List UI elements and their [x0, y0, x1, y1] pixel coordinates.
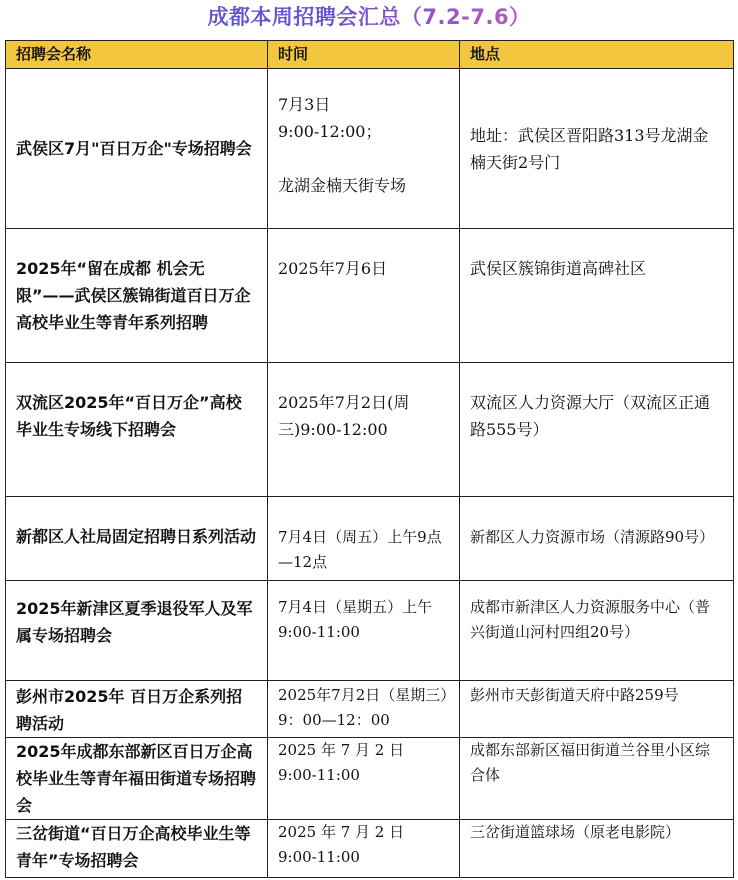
time-line: 9:00-11:00	[278, 848, 360, 866]
time-line: 龙湖金楠天街专场	[278, 176, 407, 195]
fair-name: 彭州市2025年 百日万企系列招聘活动	[6, 681, 268, 738]
fair-name: 武侯区7月"百日万企"专场招聘会	[6, 69, 268, 229]
fair-place: 三岔街道篮球场（原老电影院）	[460, 820, 734, 878]
fair-time	[268, 738, 460, 820]
fair-place: 彭州市天彭街道天府中路259号	[460, 681, 734, 738]
header-place: 地点	[460, 41, 734, 69]
table-row	[6, 681, 734, 738]
fair-name: 三岔街道“百日万企高校毕业生等青年”专场招聘会	[6, 820, 268, 878]
header-time: 时间	[268, 41, 460, 69]
table-header-row	[6, 41, 734, 69]
fair-place: 成都市新津区人力资源服务中心（普兴街道山河村四组20号）	[460, 581, 734, 681]
time-line: 7月3日	[278, 95, 331, 114]
fair-time: 7月4日（周五）上午9点—12点	[268, 497, 460, 581]
fair-name: 新都区人社局固定招聘日系列活动	[6, 497, 268, 581]
table-row	[6, 229, 734, 363]
fair-place: 地址：武侯区晋阳路313号龙湖金楠天街2号门	[460, 69, 734, 229]
fair-time	[268, 69, 460, 229]
table-row	[6, 497, 734, 581]
fair-name: 双流区2025年“百日万企”高校毕业生专场线下招聘会	[6, 363, 268, 497]
table-row	[6, 69, 734, 229]
time-line: 2025 年 7 月 2 日	[278, 741, 405, 759]
fair-name: 2025年新津区夏季退役军人及军属专场招聘会	[6, 581, 268, 681]
table-row	[6, 581, 734, 681]
time-spacer	[278, 145, 449, 172]
fair-place: 武侯区簇锦街道高碑社区	[460, 229, 734, 363]
fair-place: 成都东部新区福田街道兰谷里小区综合体	[460, 738, 734, 820]
fair-time: 2025年7月6日	[268, 229, 460, 363]
fair-place: 新都区人力资源市场（清源路90号）	[460, 497, 734, 581]
fair-name: 2025年“留在成都 机会无限”——武侯区簇锦街道百日万企高校毕业生等青年系列招聘	[6, 229, 268, 363]
page-title: 成都本周招聘会汇总（7.2-7.6）	[0, 2, 738, 34]
time-line: 2025 年 7 月 2 日	[278, 823, 405, 841]
time-line: 9:00-12:00；	[278, 122, 382, 141]
fair-time: 7月4日（星期五）上午9:00-11:00	[268, 581, 460, 681]
time-line: 9:00-11:00	[278, 766, 360, 784]
fair-time: 2025年7月2日（星期三）9：00—12：00	[268, 681, 460, 738]
table-row	[6, 820, 734, 878]
fair-place: 双流区人力资源大厅（双流区正通路555号）	[460, 363, 734, 497]
fair-name: 2025年成都东部新区百日万企高校毕业生等青年福田街道专场招聘会	[6, 738, 268, 820]
table-row	[6, 738, 734, 820]
table-row	[6, 363, 734, 497]
header-name: 招聘会名称	[6, 41, 268, 69]
fair-time: 2025年7月2日(周三)9:00-12:00	[268, 363, 460, 497]
fair-time	[268, 820, 460, 878]
job-fair-table	[5, 40, 734, 878]
